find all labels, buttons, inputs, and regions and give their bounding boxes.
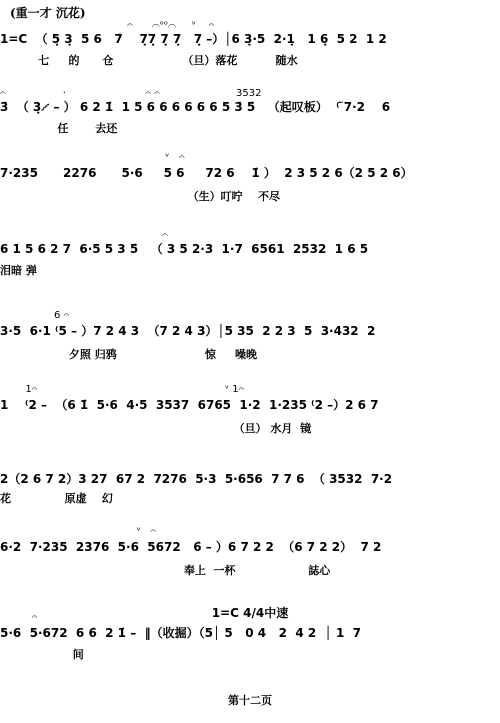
score-lyrics-9: 间 [0,648,84,661]
score-lyrics-7: 花 原虚 幻 [0,492,113,505]
score-notes-7: 2（2 6 7 2）3 27 67 2 7276 5·3 5·656 7 7 6 （ 3532 7·2 [0,472,393,486]
score-lyrics-6: （旦） 水月 镜 [0,422,312,435]
page-number: 第十二页 [228,694,272,707]
score-marks-8: ᵛ 𝄐 [0,526,156,537]
score-notes-5: 3·5 6·1 ⁽5 – ）7 2 4 3 （7 2 4 3）│5 35 2 2 3 5 3·432 2 [0,324,376,338]
score-marks-2: 𝄐 · 𝄐 𝄐 3532 [0,88,262,99]
score-marks-6: 1𝄐 ᵛ 1𝄐 [0,384,245,395]
score-marks-1: 𝄐 ⌒ᵒᵒ⌒ ᵛ 𝄐 [0,20,215,31]
score-marks-5: 6 𝄐 [0,310,70,321]
score-lyrics-1: 七 的 仓 （旦）落花 随水 [0,54,298,67]
score-marks-3: ᵛ 𝄐 [0,152,185,163]
score-notes-1: 1=C （ 5̣ 3̣ 5 6 7̇ 7̣7̣ 7̣ 7̣ 7̣ –）│6 3̣·5 2·1̣ 1 6̣ 5 2 1 2 [0,32,387,46]
score-notes-9: 5·6 5·672 6 6̇ 2 1̇ – ‖（收掘）（5│ 5 0 4 2 4 2 │ 1 7 [0,626,362,640]
score-notes-4: 6 1 5 6 2 7 6·5 5 3 5̇ （ 3 5 2·3 1·7 6561 2532 1 6 5 [0,242,369,256]
score-notes-8: 6·2 7·235 2376 5·6 5672 6̇ – ）6 7 2 2 （6 7 2 2） 7 2 [0,540,382,554]
tempo-marking: 1=C 4/4中速 [211,606,289,620]
score-lyrics-4: 泪暗 弹 [0,264,37,277]
score-marks-9: 𝄐 [0,612,38,623]
score-notes-6: 1 ⁽2 – （6 1̇ 5·6 4·5 3537 6765 1·2 1·235 ⁽2 –）2 6 7 [0,398,379,412]
score-marks-4: 𝄐 [0,230,168,241]
score-lyrics-3: （生）叮咛 不尽 [0,190,280,203]
score-lyrics-2: 任 去还 [0,122,118,135]
score-notes-3: 7·235 2276 5·6 5 6 72 6 1̇ ） 2 3 5 2 6（2 5 2 6） [0,166,413,180]
score-lyrics-5: 夕照 归鸦 惊 噪晚 [0,348,257,361]
score-header: (重一才 沉花) [10,6,86,20]
score-lyrics-8: 奉上 一杯 誌心 [0,564,331,577]
score-notes-2: 3̇ （ 3̣𝆱 – ） 6 2 1̇ 1 5 6 6 6 6 6 6 5 3̇ 5̇ （起叹板） ⁽ ̃7·2 6 [0,100,391,114]
